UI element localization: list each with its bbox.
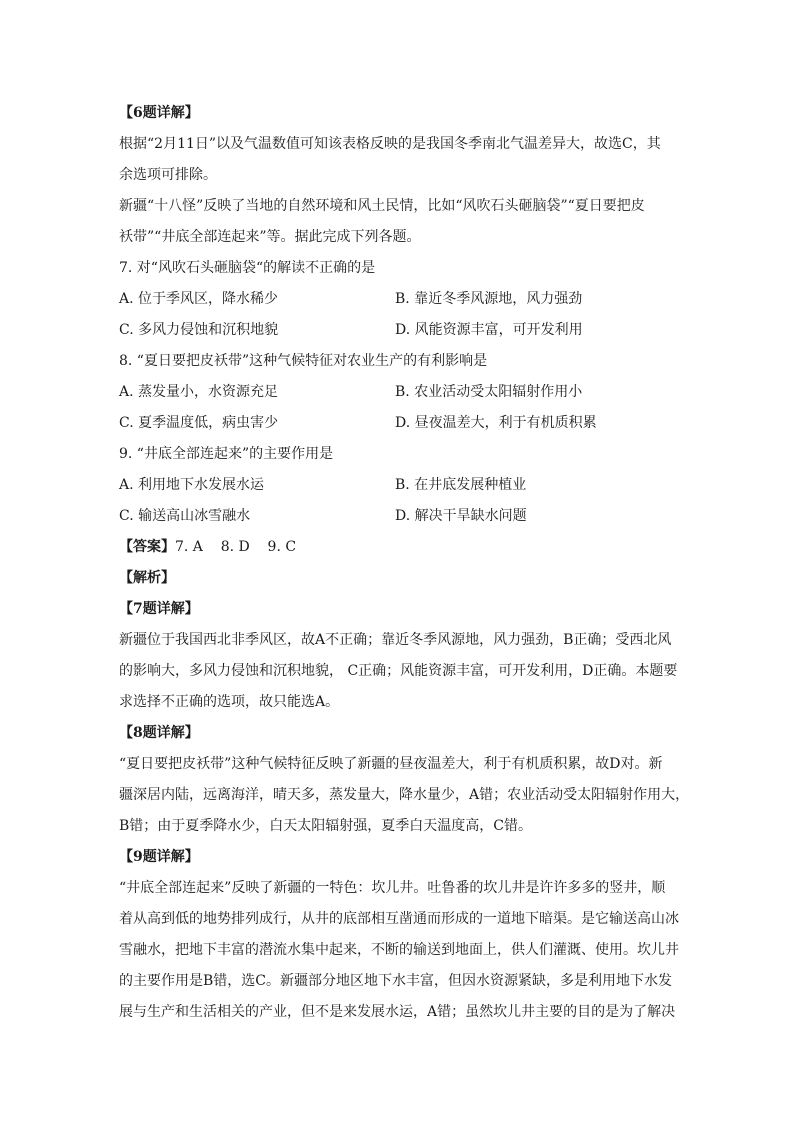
question-8-option-c: C. 夏季温度低，病虫害少 <box>119 415 279 431</box>
question-7-stem: 7. 对“风吹石头砸脑袋“的解读不正确的是 <box>119 260 376 276</box>
q7-detail-line-2: 的影响大，多风力侵蚀和沉积地貌， C正确；风能资源丰富，可开发利用，D正确。本题要 <box>119 663 678 679</box>
question-7-option-a: A. 位于季风区，降水稀少 <box>119 291 279 307</box>
q7-detail-line-1: 新疆位于我国西北非季风区，故A不正确；靠近冬季风源地，风力强劲，B正确；受西北风 <box>119 632 672 648</box>
answer-label: 【答案】 <box>119 539 175 555</box>
q9-detail-line-2: 着从高到低的地势排列成行，从井的底部相互凿通而形成的一道地下暗渠。是它输送高山冰 <box>119 911 679 927</box>
question-9-option-d: D. 解决干旱缺水问题 <box>395 508 527 524</box>
question-8-option-d: D. 昼夜温差大，利于有机质积累 <box>395 415 597 431</box>
q8-detail-line-1: “夏日要把皮袄带”这种气候特征反映了新疆的昼夜温差大，利于有机质积累，故D对。新 <box>119 756 663 772</box>
question-9-option-a: A. 利用地下水发展水运 <box>119 477 265 493</box>
question-9-option-c: C. 输送高山冰雪融水 <box>119 508 251 524</box>
intro-line-2: 袄带”“井底全部连起来”等。据此完成下列各题。 <box>119 229 421 245</box>
question-8-stem: 8. “夏日要把皮袄带”这种气候特征对农业生产的有利影响是 <box>119 353 488 369</box>
question-8-option-a: A. 蒸发量小，水资源充足 <box>119 384 279 400</box>
question-7-option-d: D. 风能资源丰富，可开发利用 <box>395 322 583 338</box>
q7-detail-line-3: 求选择不正确的选项，故只能选A。 <box>119 694 340 710</box>
q6-detail-line-1: 根据“2月11日”以及气温数值可知该表格反映的是我国冬季南北气温差异大，故选C，其 <box>119 136 661 152</box>
q9-detail-line-1: “井底全部连起来”反映了新疆的一特色：坎儿井。吐鲁番的坎儿井是许许多多的竖井，顺 <box>119 880 666 896</box>
q9-detail-line-4: 的主要作用是B错，选C。新疆部分地区地下水丰富，但因水资源紧缺，多是利用地下水发 <box>119 973 672 989</box>
q9-detail-line-5: 展与生产和生活相关的产业，但不是来发展水运，A错；虽然坎儿井主要的目的是为了解决 <box>119 1004 676 1020</box>
q6-detail-heading: 【6题详解】 <box>119 105 199 121</box>
q8-detail-line-2: 疆深居内陆，远离海洋，晴天多，蒸发量大，降水量少，A错；农业活动受太阳辐射作用大， <box>119 787 690 803</box>
q7-detail-heading: 【7题详解】 <box>119 601 199 617</box>
question-9-stem: 9. “井底全部连起来”的主要作用是 <box>119 446 334 462</box>
question-8-option-b: B. 农业活动受太阳辐射作用小 <box>395 384 583 400</box>
q6-detail-line-2: 余选项可排除。 <box>119 167 217 183</box>
answer-line <box>119 537 679 557</box>
q8-detail-line-3: B错；由于夏季降水少，白天太阳辐射强，夏季白天温度高，C错。 <box>119 818 532 834</box>
answer-text: 7. A 8. D 9. C <box>175 539 297 555</box>
q9-detail-heading: 【9题详解】 <box>119 849 199 865</box>
question-9-option-b: B. 在井底发展种植业 <box>395 477 527 493</box>
q8-detail-heading: 【8题详解】 <box>119 725 199 741</box>
q9-detail-line-3: 雪融水，把地下丰富的潜流水集中起来，不断的输送到地面上，供人们灌溉、使用。坎儿井 <box>119 942 679 958</box>
question-7-option-c: C. 多风力侵蚀和沉积地貌 <box>119 322 279 338</box>
question-7-option-b: B. 靠近冬季风源地，风力强劲 <box>395 291 583 307</box>
analysis-heading: 【解析】 <box>119 570 175 586</box>
intro-line-1: 新疆“十八怪”反映了当地的自然环境和风土民情，比如“风吹石头砸脑袋”“夏日要把皮 <box>119 198 645 214</box>
